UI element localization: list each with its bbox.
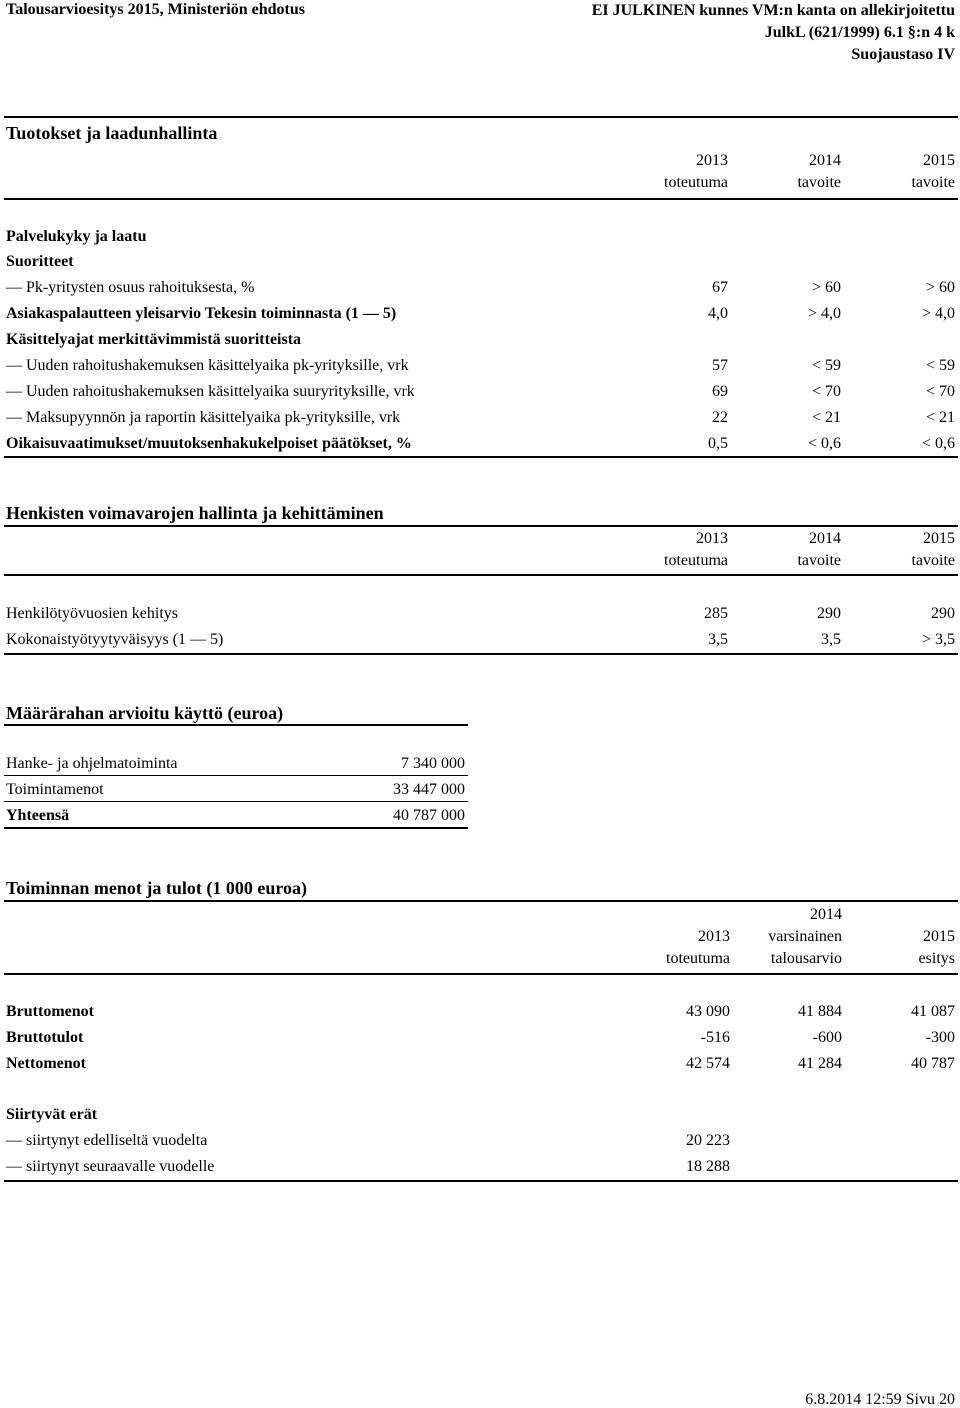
s3-row-1-value: 33 447 000: [393, 781, 465, 798]
s4-col-2014-year: 2014: [810, 906, 842, 923]
s4-row-0-v2: 41 884: [798, 1003, 842, 1020]
s4-row-2-v1: 42 574: [686, 1055, 730, 1072]
s1-row-3-v2: < 59: [811, 357, 841, 374]
s4-column-header-rule: [4, 973, 958, 975]
s3-row-2-label: Yhteensä: [6, 807, 70, 824]
s2-row-0-v2: 290: [817, 605, 841, 622]
s1-row-4-label: — Uuden rahoitushakemuksen käsittelyaika suuryrityksille, vrk: [6, 383, 415, 400]
s2-col-2015-year: 2015: [923, 530, 955, 547]
s1-row-6-v3: < 0,6: [921, 435, 955, 452]
s1-row-4-v3: < 70: [925, 383, 955, 400]
s4-row-1-v1: -516: [700, 1029, 730, 1046]
s2-column-header-rule: [4, 574, 958, 576]
s1-row-3-v1: 57: [712, 357, 728, 374]
s1-row-2-label: Käsittelyajat merkittävimmistä suoritteista: [6, 331, 302, 348]
s2-bottom-rule: [4, 653, 958, 655]
section-2-title-rule: [4, 525, 958, 527]
s3-bottom-rule: [4, 827, 468, 829]
s4-bottom-rule: [4, 1180, 958, 1182]
s1-bottom-rule: [4, 456, 958, 458]
s4-col-2014-label-2: talousarvio: [770, 950, 842, 967]
s1-row-5-label: — Maksupyynnön ja raportin käsittelyaika pk-yrityksille, vrk: [6, 409, 401, 426]
s1-row-5-v3: < 21: [925, 409, 955, 426]
section-1-top-rule: [4, 116, 958, 118]
section-1-title: Tuotokset ja laadunhallinta: [6, 123, 218, 143]
section-3-title-rule: [4, 724, 468, 726]
s1-col-2015-year: 2015: [923, 152, 955, 169]
section-3-title: Määrärahan arvioitu käyttö (euroa): [6, 703, 284, 723]
s4-col-2013-year: 2013: [698, 928, 730, 945]
s3-row-1-label: Toimintamenot: [6, 781, 104, 798]
document-header-right: [592, 0, 955, 66]
s4-transfer-1-label: — siirtynyt seuraavalle vuodelle: [6, 1158, 215, 1175]
s4-col-2014-label-1: varsinainen: [768, 928, 842, 945]
s3-row-2-value: 40 787 000: [393, 807, 465, 824]
s1-row-4-v1: 69: [712, 383, 728, 400]
s4-row-2-v2: 41 284: [798, 1055, 842, 1072]
s2-row-1-v3: > 3,5: [921, 631, 955, 648]
s1-col-2015-label: tavoite: [911, 174, 955, 191]
s4-transfer-0-label: — siirtynyt edelliseltä vuodelta: [6, 1132, 208, 1149]
s1-row-1-label: Asiakaspalautteen yleisarvio Tekesin toiminnasta (1 — 5): [6, 305, 397, 322]
s4-row-1-v2: -600: [812, 1029, 842, 1046]
s3-row-0-label: Hanke- ja ohjelmatoiminta: [6, 755, 178, 772]
s1-row-6-v2: < 0,6: [807, 435, 841, 452]
s1-row-0-v1: 67: [712, 279, 728, 296]
confidentiality-line-3: Suojaustaso IV: [851, 46, 955, 63]
s4-transfers-heading: Siirtyvät erät: [6, 1106, 98, 1123]
s1-row-3-v3: < 59: [925, 357, 955, 374]
s4-row-0-label: Bruttomenot: [6, 1003, 94, 1020]
s4-transfer-0-v1: 20 223: [686, 1132, 730, 1149]
s3-row-0-value: 7 340 000: [401, 755, 465, 772]
s2-row-1-v2: 3,5: [821, 631, 841, 648]
s4-transfer-1-v1: 18 288: [686, 1158, 730, 1175]
s2-row-1-v1: 3,5: [708, 631, 728, 648]
s2-row-0-v1: 285: [704, 605, 728, 622]
s2-col-2013-label: toteutuma: [664, 552, 728, 569]
s1-row-0-v2: > 60: [811, 279, 841, 296]
section-2-title: Henkisten voimavarojen hallinta ja kehittäminen: [6, 503, 384, 523]
s4-row-2-label: Nettomenot: [6, 1055, 86, 1072]
s4-col-2013-label: toteutuma: [666, 950, 730, 967]
s1-row-1-v2: > 4,0: [807, 305, 841, 322]
s4-col-2015-year: 2015: [923, 928, 955, 945]
s1-row-0-label: — Pk-yritysten osuus rahoituksesta, %: [6, 279, 255, 296]
section-4-title: Toiminnan menot ja tulot (1 000 euroa): [6, 878, 308, 898]
s4-row-1-label: Bruttotulot: [6, 1029, 84, 1046]
document-header-left: Talousarvioesitys 2015, Ministeriön ehdotus: [6, 1, 305, 18]
s2-col-2014-year: 2014: [809, 530, 841, 547]
s4-row-0-v3: 41 087: [911, 1003, 955, 1020]
section-4-title-rule: [4, 900, 958, 902]
s1-row-0-v3: > 60: [925, 279, 955, 296]
s1-row-3-label: — Uuden rahoitushakemuksen käsittelyaika pk-yrityksille, vrk: [6, 357, 409, 374]
s1-row-6-label: Oikaisuvaatimukset/muutoksenhakukelpoiset päätökset, %: [6, 435, 412, 452]
confidentiality-line-2: JulkL (621/1999) 6.1 §:n 4 k: [764, 24, 955, 41]
s1-row-4-v2: < 70: [811, 383, 841, 400]
s1-row-6-v1: 0,5: [708, 435, 728, 452]
s1-col-2013-year: 2013: [696, 152, 728, 169]
s1-row-5-v1: 22: [712, 409, 728, 426]
s2-col-2013-year: 2013: [696, 530, 728, 547]
s4-row-2-v3: 40 787: [911, 1055, 955, 1072]
s4-col-2015-label: esitys: [918, 950, 955, 967]
confidentiality-line-1: EI JULKINEN kunnes VM:n kanta on allekirjoitettu: [591, 2, 955, 19]
s1-col-2014-label: tavoite: [797, 174, 841, 191]
s1-col-2013-label: toteutuma: [664, 174, 728, 191]
s1-column-header-rule: [4, 198, 958, 200]
s3-row-1-rule: [4, 801, 468, 802]
s1-row-5-v2: < 21: [811, 409, 841, 426]
s2-row-1-label: Kokonaistyötyytyväisyys (1 — 5): [6, 631, 224, 648]
s1-col-2014-year: 2014: [809, 152, 841, 169]
s3-row-0-rule: [4, 775, 468, 776]
s1-subheading-suoritteet: Suoritteet: [6, 253, 74, 270]
s1-row-1-v3: > 4,0: [921, 305, 955, 322]
s2-row-0-v3: 290: [931, 605, 955, 622]
page-footer: 6.8.2014 12:59 Sivu 20: [805, 1391, 955, 1408]
s1-subheading-palvelukyky: Palvelukyky ja laatu: [6, 228, 147, 245]
s4-row-0-v1: 43 090: [686, 1003, 730, 1020]
s2-col-2015-label: tavoite: [911, 552, 955, 569]
s2-col-2014-label: tavoite: [797, 552, 841, 569]
s2-row-0-label: Henkilötyövuosien kehitys: [6, 605, 178, 622]
s1-row-1-v1: 4,0: [708, 305, 728, 322]
s4-row-1-v3: -300: [925, 1029, 955, 1046]
